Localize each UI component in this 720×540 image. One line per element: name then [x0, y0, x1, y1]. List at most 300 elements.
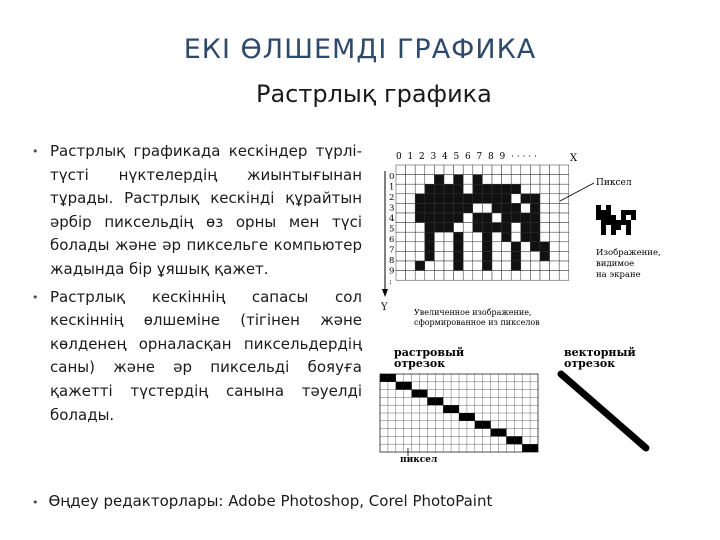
x-axis-digit: · · · · ·	[511, 152, 537, 162]
y-axis-digit: 0	[389, 172, 395, 182]
pixel-on	[425, 223, 435, 233]
pixel-off	[502, 271, 512, 281]
pixel-on	[530, 213, 540, 223]
x-axis-digit: 7	[476, 152, 483, 162]
pixel-off	[434, 271, 444, 281]
pixel-off	[425, 175, 435, 185]
bullet-text: Өңдеу редакторлары: Adobe Photoshop, Corel PhotoPaint	[48, 492, 493, 510]
pixel-on	[444, 213, 454, 223]
pixel-on	[444, 223, 454, 233]
pixel-off	[521, 261, 531, 271]
pixel-on	[482, 242, 492, 252]
pixel-on	[521, 232, 531, 242]
pixel-off	[463, 223, 473, 233]
pixel-on	[521, 194, 531, 204]
pixel-off	[530, 271, 540, 281]
pixel-on	[530, 203, 540, 213]
raster-pixel-on	[467, 417, 475, 421]
pixel-off	[444, 251, 454, 261]
pixel-off	[502, 251, 512, 261]
pixel-on	[415, 213, 425, 223]
pixel-on	[530, 194, 540, 204]
pixel-on	[492, 223, 502, 233]
y-axis-digit: 7	[389, 245, 395, 256]
bullet-item	[32, 491, 492, 513]
pixel-off	[444, 271, 454, 281]
pixel-on	[540, 251, 550, 261]
pixel-off	[473, 232, 483, 242]
x-axis-label: X	[570, 153, 578, 164]
pixel-off	[550, 251, 560, 261]
pixel-off	[482, 165, 492, 175]
y-axis-digit: 6	[389, 235, 395, 245]
y-axis-digit: 5	[389, 224, 395, 235]
pixel-on	[415, 261, 425, 271]
pixel-on	[444, 194, 454, 204]
pixel-off	[463, 261, 473, 271]
pixel-off	[482, 203, 492, 213]
pixel-off	[511, 165, 521, 175]
pixel-off	[511, 271, 521, 281]
pixel-off	[473, 242, 483, 252]
pixel-off	[559, 213, 569, 223]
slide-subtitle: Растрлық графика	[256, 80, 492, 108]
small-cat-pixel	[626, 210, 631, 215]
pixel-on	[463, 194, 473, 204]
raster-pixel-on	[388, 378, 396, 382]
y-axis-digit: :	[389, 277, 392, 287]
raster-pixel-on	[506, 436, 514, 444]
pixel-on	[502, 223, 512, 233]
pixel-off	[463, 242, 473, 252]
raster-pixel-on	[396, 382, 404, 390]
raster-pixel-on	[491, 429, 499, 437]
pixel-off	[473, 271, 483, 281]
pixel-off	[406, 194, 416, 204]
bullet-text: Растрлық графикада кескіндер түрлі-түсті нүктелердің жиынтығынан тұрады. Растрлық кескінді құрайтын әрбір пиксельдің өз орны мен түсі болады және әр пиксельге компьютер жадында бір ұяшық қажет.	[50, 142, 362, 278]
pixel-on	[540, 242, 550, 252]
pixel-off	[530, 175, 540, 185]
pixel-off	[434, 242, 444, 252]
pixel-off	[492, 271, 502, 281]
y-axis-label: Y	[381, 302, 388, 313]
raster-pixel-on	[404, 386, 412, 390]
pixel-on	[473, 223, 483, 233]
small-cat-pixel	[606, 215, 611, 220]
small-cat-pixel	[616, 225, 621, 230]
pixel-off	[511, 194, 521, 204]
pixel-off	[396, 261, 406, 271]
pixel-on	[521, 223, 531, 233]
screen-label-line: Изображение,	[596, 248, 661, 258]
pixel-on	[511, 251, 521, 261]
pixel-off	[444, 165, 454, 175]
small-cat-pixel	[601, 220, 606, 225]
raster-pixel-on	[483, 425, 491, 429]
x-axis-digit: 6	[465, 152, 471, 162]
pixel-off	[550, 232, 560, 242]
small-cat-pixel	[611, 230, 616, 235]
pixel-on	[454, 175, 464, 185]
pixel-on	[434, 213, 444, 223]
pixel-off	[502, 175, 512, 185]
small-cat-pixel	[611, 215, 616, 220]
pixel-off	[502, 165, 512, 175]
pixel-on	[482, 251, 492, 261]
y-axis-digit: 2	[389, 193, 395, 203]
pixel-off	[434, 261, 444, 271]
small-cat-pixel	[601, 215, 606, 220]
pixel-off	[454, 223, 464, 233]
pixel-off	[396, 232, 406, 242]
pixel-off	[559, 223, 569, 233]
pixel-off	[540, 232, 550, 242]
pixel-off	[444, 242, 454, 252]
pixel-off	[463, 184, 473, 194]
pixel-on	[492, 194, 502, 204]
pixel-on	[530, 223, 540, 233]
raster-vs-vector-figure	[374, 344, 674, 464]
pixel-on	[482, 223, 492, 233]
pixel-on	[434, 203, 444, 213]
pixel-off	[463, 232, 473, 242]
x-axis-digit: 0	[396, 152, 402, 162]
pixel-off	[396, 251, 406, 261]
pixel-off	[473, 165, 483, 175]
pixel-off	[463, 165, 473, 175]
pixel-off	[521, 184, 531, 194]
raster-label: отрезок	[394, 357, 446, 370]
pixel-off	[406, 203, 416, 213]
pixel-on	[530, 232, 540, 242]
pixel-on	[482, 213, 492, 223]
pixel-off	[502, 242, 512, 252]
small-cat-pixel	[601, 210, 606, 215]
pixel-off	[463, 175, 473, 185]
bullet-item	[32, 286, 362, 428]
small-cat-pixel	[611, 225, 616, 230]
y-axis-digit: 8	[389, 256, 395, 266]
raster-pixel-on	[412, 390, 420, 398]
x-axis-digit: 4	[442, 152, 448, 162]
pixel-off	[425, 165, 435, 175]
pixel-off	[559, 271, 569, 281]
pixel-on	[415, 194, 425, 204]
pixel-off	[530, 165, 540, 175]
pixel-off	[415, 232, 425, 242]
small-cat-pixel	[596, 205, 601, 210]
raster-pixel-on	[380, 374, 388, 382]
pixel-on	[482, 194, 492, 204]
pixel-off	[396, 223, 406, 233]
small-cat-pixel	[601, 230, 606, 235]
pixel-on	[502, 184, 512, 194]
pixel-on	[473, 194, 483, 204]
pixel-off	[550, 271, 560, 281]
pixel-on	[473, 213, 483, 223]
pixel-off	[559, 175, 569, 185]
pixel-off	[396, 271, 406, 281]
pixel-on	[473, 175, 483, 185]
pixel-off	[492, 232, 502, 242]
pixel-off	[406, 213, 416, 223]
y-axis-digit: 4	[389, 214, 395, 224]
pixel-off	[425, 261, 435, 271]
pixel-on	[444, 184, 454, 194]
vector-label: отрезок	[564, 357, 616, 370]
pixel-off	[415, 165, 425, 175]
x-axis-digit: 5	[453, 152, 460, 162]
pixel-off	[454, 165, 464, 175]
pixel-off	[406, 223, 416, 233]
pixel-off	[559, 165, 569, 175]
pixel-off	[406, 251, 416, 261]
small-cat-pixel	[621, 220, 626, 225]
pixel-on	[434, 175, 444, 185]
pixel-off	[521, 175, 531, 185]
y-axis-arrow-icon	[382, 289, 388, 297]
raster-pixel-on	[475, 421, 483, 429]
pixel-off	[550, 223, 560, 233]
pixel-off	[540, 194, 550, 204]
bullet-item	[32, 140, 362, 282]
pixel-on	[511, 261, 521, 271]
bullet-dot-icon: •	[32, 145, 39, 158]
small-cat-pixel	[621, 210, 626, 215]
pixel-off	[540, 175, 550, 185]
small-cat-pixel	[621, 215, 626, 220]
pixel-off	[540, 271, 550, 281]
pixel-off	[406, 232, 416, 242]
pixel-on	[511, 184, 521, 194]
pixel-on	[434, 184, 444, 194]
pixel-on	[444, 203, 454, 213]
pixel-on	[530, 242, 540, 252]
pixel-on	[482, 232, 492, 242]
raster-pixel-on	[435, 401, 443, 405]
pixel-off	[396, 203, 406, 213]
raster-pixel-on	[530, 444, 538, 452]
pixel-off	[550, 213, 560, 223]
small-cat-image	[596, 205, 636, 235]
pixel-off	[482, 175, 492, 185]
pixel-on	[454, 242, 464, 252]
pixel-off	[463, 213, 473, 223]
pixel-off	[521, 203, 531, 213]
pixel-off	[406, 261, 416, 271]
x-axis-digit: 1	[407, 152, 414, 162]
pixel-on	[482, 184, 492, 194]
pixel-on	[463, 203, 473, 213]
pixel-off	[511, 223, 521, 233]
small-cat-pixel	[631, 210, 636, 215]
pixel-off	[492, 251, 502, 261]
pixel-on	[511, 213, 521, 223]
small-cat-pixel	[616, 220, 621, 225]
pixel-off	[540, 213, 550, 223]
pixel-off	[434, 251, 444, 261]
pixel-on	[492, 184, 502, 194]
pixel-on	[454, 194, 464, 204]
raster-pixel-on	[499, 433, 507, 437]
pixel-on	[454, 213, 464, 223]
pixel-off	[540, 261, 550, 271]
raster-line-grid	[380, 374, 538, 456]
pixel-off	[482, 271, 492, 281]
pixel-off	[521, 165, 531, 175]
pixel-off	[511, 232, 521, 242]
pixel-off	[530, 251, 540, 261]
pixel-off	[406, 165, 416, 175]
pixel-on	[482, 261, 492, 271]
small-cat-pixel	[606, 210, 611, 215]
pixel-off	[444, 232, 454, 242]
raster-pixel-on	[451, 409, 459, 413]
x-axis-digit: 3	[430, 152, 437, 162]
pixel-on	[502, 232, 512, 242]
pixel-off	[406, 175, 416, 185]
raster-label: растровый	[394, 346, 465, 359]
pixel-off	[396, 165, 406, 175]
pixel-off	[444, 175, 454, 185]
pixel-on	[521, 213, 531, 223]
pixel-off	[444, 261, 454, 271]
pixel-off	[425, 271, 435, 281]
pixel-on	[473, 184, 483, 194]
pixel-off	[530, 184, 540, 194]
pixel-off	[521, 242, 531, 252]
pixel-off	[396, 242, 406, 252]
pixel-off	[434, 232, 444, 242]
pixel-on	[425, 232, 435, 242]
pixel-off	[550, 165, 560, 175]
small-cat-pixel	[626, 230, 631, 235]
pixel-off	[559, 251, 569, 261]
raster-pixel-on	[514, 440, 522, 444]
pixel-off	[406, 184, 416, 194]
pixel-on	[454, 203, 464, 213]
pixel-on	[454, 184, 464, 194]
pixel-off	[540, 184, 550, 194]
bullet-dot-icon: •	[32, 290, 39, 304]
pixel-on	[425, 184, 435, 194]
pixel-off	[415, 223, 425, 233]
pixel-off	[530, 261, 540, 271]
pixel-on	[425, 251, 435, 261]
pixel-on	[415, 203, 425, 213]
small-cat-pixel	[596, 210, 601, 215]
caption-line: сформированное из пикселов	[414, 318, 540, 327]
pixel-on	[434, 194, 444, 204]
pixel-off	[559, 184, 569, 194]
raster-pixel-on	[459, 413, 467, 421]
y-axis-digits	[389, 172, 394, 287]
pixel-on	[454, 232, 464, 242]
pixel-off	[550, 184, 560, 194]
bullet-list	[32, 140, 362, 431]
pixel-off	[492, 213, 502, 223]
raster-pixel-on	[420, 394, 428, 398]
pixel-off	[415, 271, 425, 281]
pixel-off	[550, 194, 560, 204]
vector-line	[561, 374, 646, 448]
pixel-off	[415, 251, 425, 261]
raster-pixel-on	[443, 405, 451, 413]
pixel-off	[434, 165, 444, 175]
pixel-off	[492, 242, 502, 252]
y-axis-digit: 3	[389, 203, 395, 214]
pixel-off	[396, 194, 406, 204]
pixel-off	[492, 175, 502, 185]
bullet-text: Растрлық кескіннің сапасы сол кескіннің өлшеміне (тігінен және көлденең орналасқан пиксельдердің саны) және әр пиксельді бояуға қажетті түстердің санына тәуелді болады.	[50, 287, 362, 424]
y-axis-digit: 9	[389, 266, 395, 277]
pixel-on	[511, 242, 521, 252]
pixel-off	[550, 203, 560, 213]
pixel-off	[396, 175, 406, 185]
pixel-on	[502, 194, 512, 204]
small-cat-pixel	[626, 225, 631, 230]
pixel-off	[550, 242, 560, 252]
pixel-off	[511, 175, 521, 185]
small-cat-pixel	[631, 215, 636, 220]
pixel-off	[559, 261, 569, 271]
pixel-on	[434, 223, 444, 233]
raster-pixel-label: пиксел	[400, 455, 438, 464]
pixel-on	[502, 213, 512, 223]
pixel-on	[425, 213, 435, 223]
x-axis-digit: 9	[499, 152, 506, 162]
bullet-dot-icon: •	[32, 496, 39, 509]
pixel-off	[463, 271, 473, 281]
screen-label-line: на экране	[596, 270, 641, 280]
pixel-off	[550, 175, 560, 185]
pixel-off	[550, 261, 560, 271]
x-axis-digit: 2	[419, 152, 425, 162]
pixel-off	[521, 271, 531, 281]
pixel-grid	[396, 165, 569, 280]
small-cat-pixel	[626, 220, 631, 225]
small-cat-pixel	[601, 225, 606, 230]
pixel-grid-figure	[374, 143, 674, 333]
pixel-off	[473, 251, 483, 261]
pixel-on	[454, 251, 464, 261]
pixel-on	[502, 203, 512, 213]
raster-pixel-on	[522, 444, 530, 452]
pixel-on	[425, 194, 435, 204]
pixel-off	[415, 184, 425, 194]
pixel-label: Пиксел	[596, 178, 632, 188]
pixel-off	[396, 184, 406, 194]
pixel-off	[463, 251, 473, 261]
pixel-on	[511, 203, 521, 213]
small-cat-pixel	[611, 220, 616, 225]
pixel-off	[492, 165, 502, 175]
pixel-off	[473, 203, 483, 213]
small-cat-pixel	[596, 215, 601, 220]
x-axis-digits	[396, 152, 537, 162]
pixel-off	[406, 242, 416, 252]
pixel-on	[425, 242, 435, 252]
pixel-off	[396, 213, 406, 223]
x-axis-digit: 8	[488, 152, 494, 162]
pixel-off	[559, 203, 569, 213]
pixel-off	[406, 271, 416, 281]
pixel-on	[425, 203, 435, 213]
pixel-off	[559, 242, 569, 252]
caption-line: Увеличенное изображение,	[414, 308, 532, 317]
pixel-off	[492, 261, 502, 271]
small-cat-pixel	[606, 220, 611, 225]
